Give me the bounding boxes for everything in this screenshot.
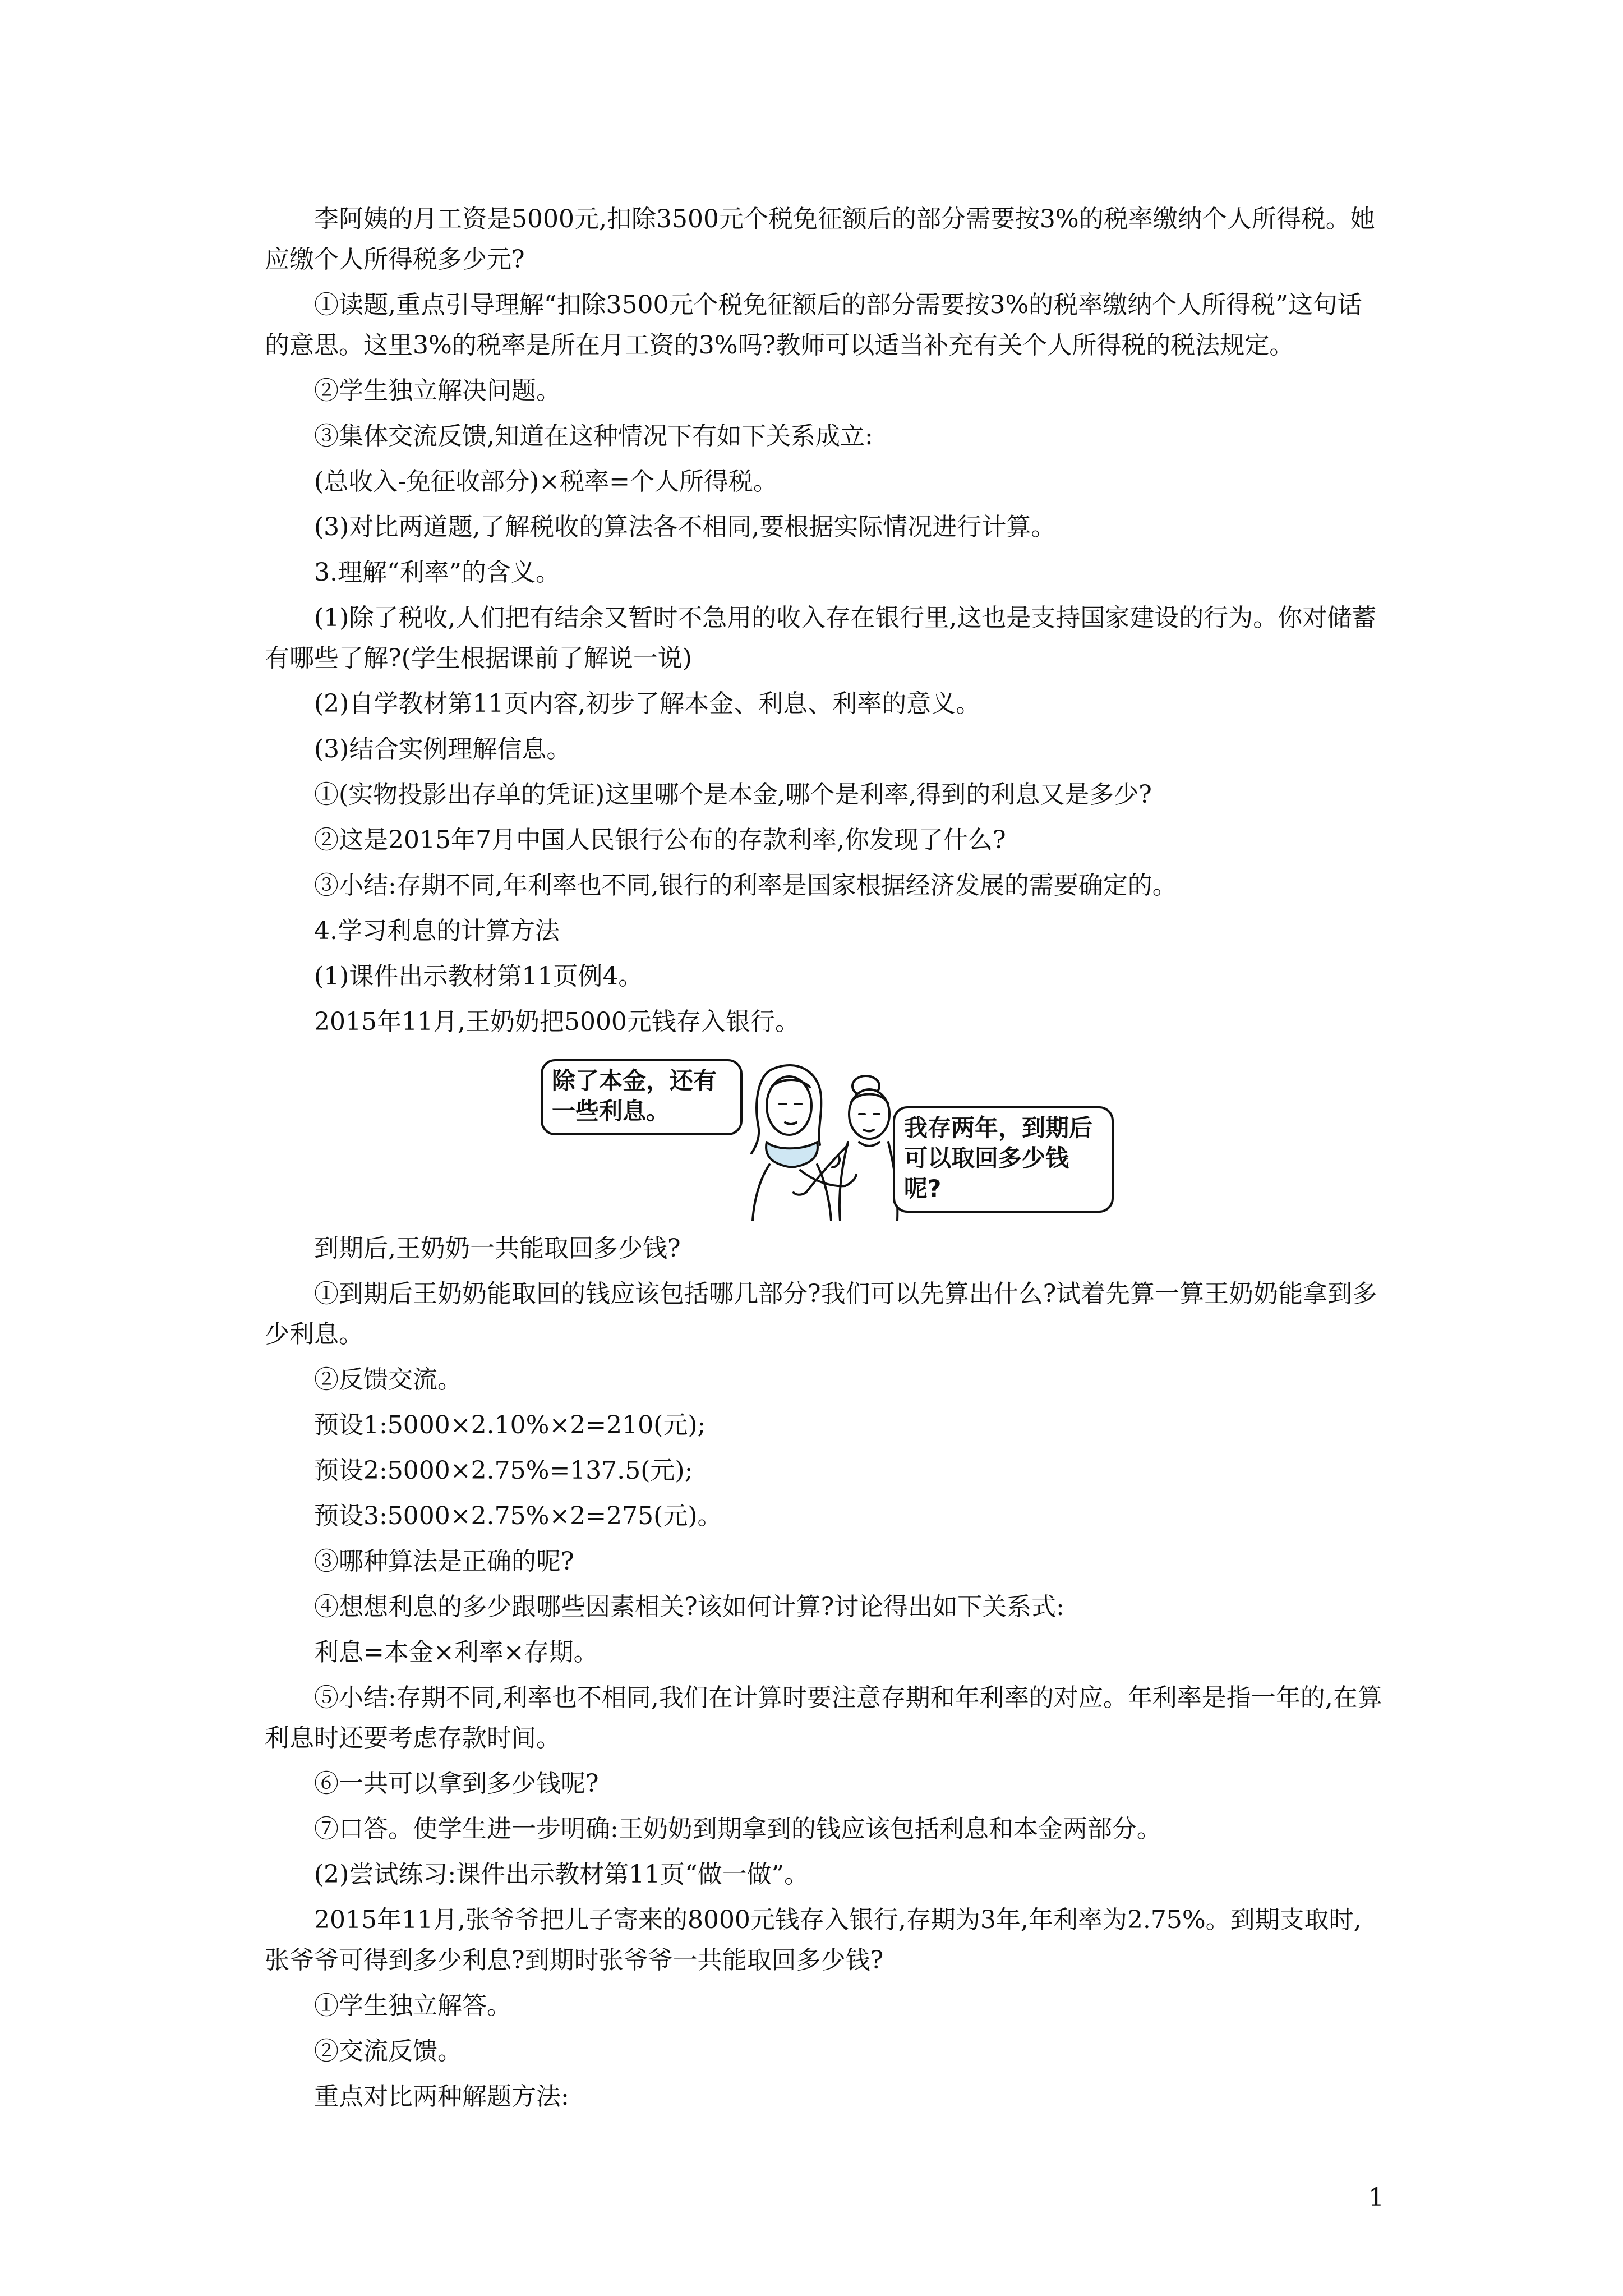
paragraph: ⑤小结:存期不同,利率也不相同,我们在计算时要注意存期和年利率的对应。年利率是指一年的,在算利息时还要考虑存款时间。 xyxy=(265,1683,1382,1752)
paragraph: ①读题,重点引导理解“扣除3500元个税免征额后的部分需要按3%的税率缴纳个人所得税”这句话的意思。这里3%的税率是所在月工资的3%吗?教师可以适当补充有关个人所得税的税法规定。 xyxy=(265,291,1362,360)
paragraph: (1)除了税收,人们把有结余又暂时不急用的收入存在银行里,这也是支持国家建设的行为。你对储蓄有哪些了解?(学生根据课前了解说一说) xyxy=(265,604,1377,673)
section-heading: 4.学习利息的计算方法 xyxy=(314,917,560,945)
page-number: 1 xyxy=(1368,2183,1384,2212)
paragraph: (3)对比两道题,了解税收的算法各不相同,要根据实际情况进行计算。 xyxy=(314,513,1056,541)
formula-line: 预设3:5000×2.75%×2=275(元)。 xyxy=(314,1502,722,1530)
paragraph: 2015年11月,张爷爷把儿子寄来的8000元钱存入银行,存期为3年,年利率为2.75%。到期支取时,张爷爷可得到多少利息?到期时张爷爷一共能取回多少钱? xyxy=(265,1906,1362,1975)
paragraph: ①学生独立解答。 xyxy=(314,1991,511,2020)
speech-bubble-teller: 除了本金，还有一些利息。 xyxy=(541,1059,743,1135)
paragraph: ①(实物投影出存单的凭证)这里哪个是本金,哪个是利率,得到的利息又是多少? xyxy=(314,780,1152,809)
paragraph: 到期后,王奶奶一共能取回多少钱? xyxy=(314,1234,681,1263)
paragraph: ④想想利息的多少跟哪些因素相关?该如何计算?讨论得出如下关系式: xyxy=(314,1593,1065,1621)
paragraph: ③哪种算法是正确的呢? xyxy=(314,1547,574,1576)
paragraph: (总收入-免征收部分)×税率=个人所得税。 xyxy=(314,467,778,496)
paragraph: (1)课件出示教材第11页例4。 xyxy=(314,962,643,991)
paragraph: ②反馈交流。 xyxy=(314,1365,462,1394)
paragraph: 重点对比两种解题方法: xyxy=(314,2082,569,2111)
speech-bubble-customer: 我存两年，到期后可以取回多少钱呢? xyxy=(893,1106,1114,1213)
illustration-bank-dialogue xyxy=(265,1052,1384,1221)
paragraph: ②学生独立解决问题。 xyxy=(314,376,561,405)
paragraph: ⑦口答。使学生进一步明确:王奶奶到期拿到的钱应该包括利息和本金两部分。 xyxy=(314,1815,1161,1843)
paragraph: 李阿姨的月工资是5000元,扣除3500元个税免征额后的部分需要按3%的税率缴纳个人所得税。她应缴个人所得税多少元? xyxy=(265,205,1375,274)
paragraph: 2015年11月,王奶奶把5000元钱存入银行。 xyxy=(314,1007,800,1036)
two-women-illustration xyxy=(265,1052,1384,1221)
paragraph: ③小结:存期不同,年利率也不同,银行的利率是国家根据经济发展的需要确定的。 xyxy=(314,871,1177,900)
paragraph: ③集体交流反馈,知道在这种情况下有如下关系成立: xyxy=(314,422,873,450)
section-heading: 3.理解“利率”的含义。 xyxy=(314,558,560,587)
paragraph: (3)结合实例理解信息。 xyxy=(314,735,571,763)
paragraph: ②交流反馈。 xyxy=(314,2037,462,2065)
formula-line: 利息=本金×利率×存期。 xyxy=(314,1638,598,1667)
paragraph: ⑥一共可以拿到多少钱呢? xyxy=(314,1769,599,1798)
formula-line: 预设1:5000×2.10%×2=210(元); xyxy=(314,1411,706,1439)
page-content xyxy=(265,199,1384,2122)
paragraph: (2)自学教材第11页内容,初步了解本金、利息、利率的意义。 xyxy=(314,689,981,718)
paragraph: ①到期后王奶奶能取回的钱应该包括哪几部分?我们可以先算出什么?试着先算一算王奶奶能拿到多少利息。 xyxy=(265,1280,1377,1349)
formula-line: 预设2:5000×2.75%=137.5(元); xyxy=(314,1456,693,1485)
paragraph: ②这是2015年7月中国人民银行公布的存款利率,你发现了什么? xyxy=(314,826,1006,854)
paragraph: (2)尝试练习:课件出示教材第11页“做一做”。 xyxy=(314,1860,809,1889)
